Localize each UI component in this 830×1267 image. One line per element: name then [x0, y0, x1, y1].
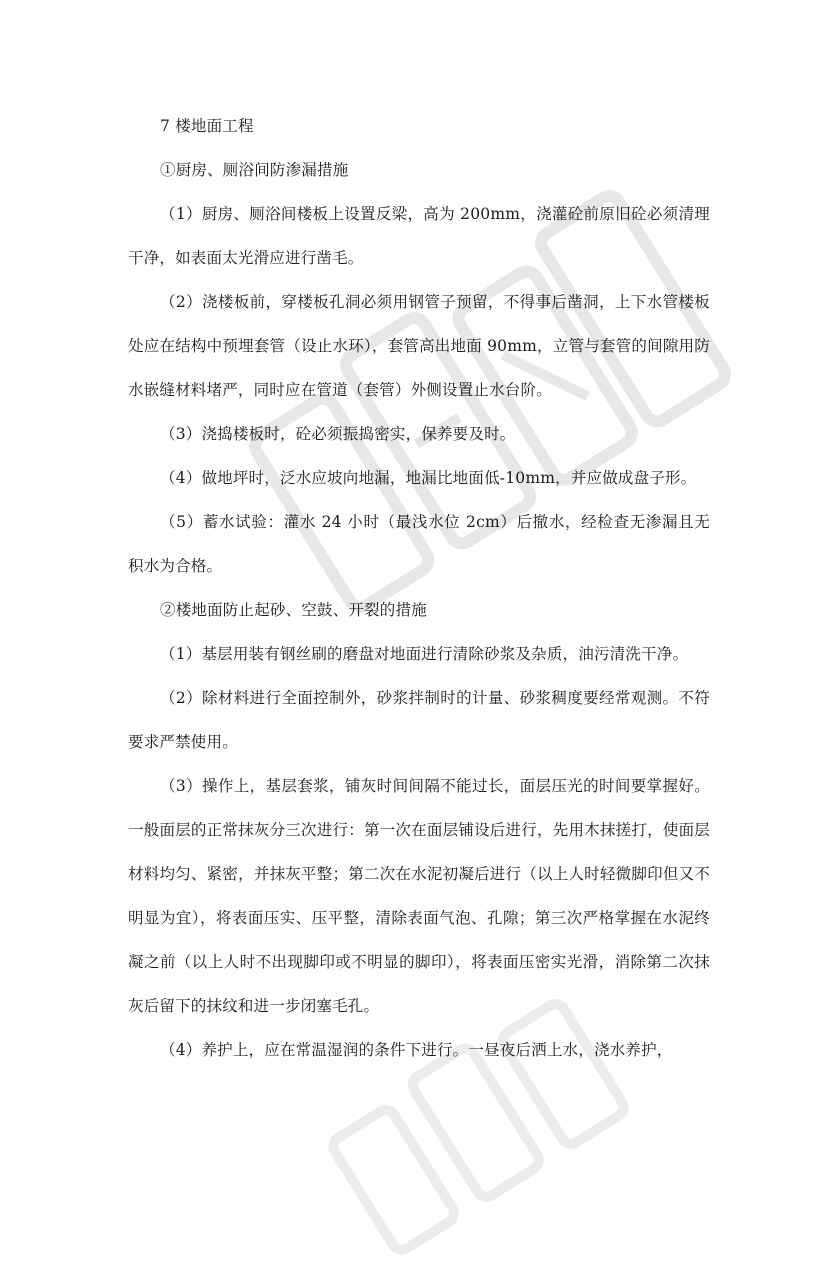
paragraph: （1）厨房、厕浴间楼板上设置反梁，高为 200mm，浇灌砼前原旧砼必须清理干净，如表面太光滑应进行凿毛。	[128, 205, 710, 267]
paragraph: （5）蓄水试验：灌水 24 小时（最浅水位 2cm）后撤水，经检查无渗漏且无积水为合格。	[128, 513, 710, 575]
subsection-title-1: ①厨房、厕浴间防渗漏措施	[160, 161, 349, 179]
section-title: 7 楼地面工程	[160, 117, 254, 135]
paragraph: （1）基层用装有钢丝刷的磨盘对地面进行清除砂浆及杂质，油污清洗干净。	[160, 645, 689, 663]
document-body	[128, 104, 710, 1072]
paragraph: （4）养护上，应在常温湿润的条件下进行。一昼夜后洒上水，浇水养护，	[160, 1041, 673, 1059]
paragraph: （3）操作上，基层套浆，铺灰时间间隔不能过长，面层压光的时间要掌握好。一般面层的正常抹灰分三次进行：第一次在面层铺设后进行，先用木抹搓打，使面层材料均匀、紧密，并抹灰平整；第二次在水泥初凝后进行（以上人时轻微脚印但又不明显为宜），将表面压实、压平整，清除表面气泡、孔隙；第三次严格掌握在水泥终凝之前（以上人时不出现脚印或不明显的脚印），将表面压密实光滑，消除第二次抹灰后留下的抹纹和进一步闭塞毛孔。	[128, 777, 710, 1015]
paragraph: （3）浇捣楼板时，砼必须振捣密实，保养要及时。	[160, 425, 516, 443]
paragraph: （2）除材料进行全面控制外，砂浆拌制时的计量、砂浆稠度要经常观测。不符要求严禁使用。	[128, 689, 710, 751]
paragraph: （4）做地坪时，泛水应坡向地漏，地漏比地面低-10mm，并应做成盘子形。	[160, 469, 697, 487]
paragraph: （2）浇楼板前，穿楼板孔洞必须用钢管子预留，不得事后凿洞，上下水管楼板处应在结构中预埋套管（设止水环），套管高出地面 90mm，立管与套管的间隙用防水嵌缝材料堵严，同时应在管道（套管）外侧设置止水台阶。	[128, 293, 710, 399]
subsection-title-2: ②楼地面防止起砂、空鼓、开裂的措施	[160, 601, 427, 619]
